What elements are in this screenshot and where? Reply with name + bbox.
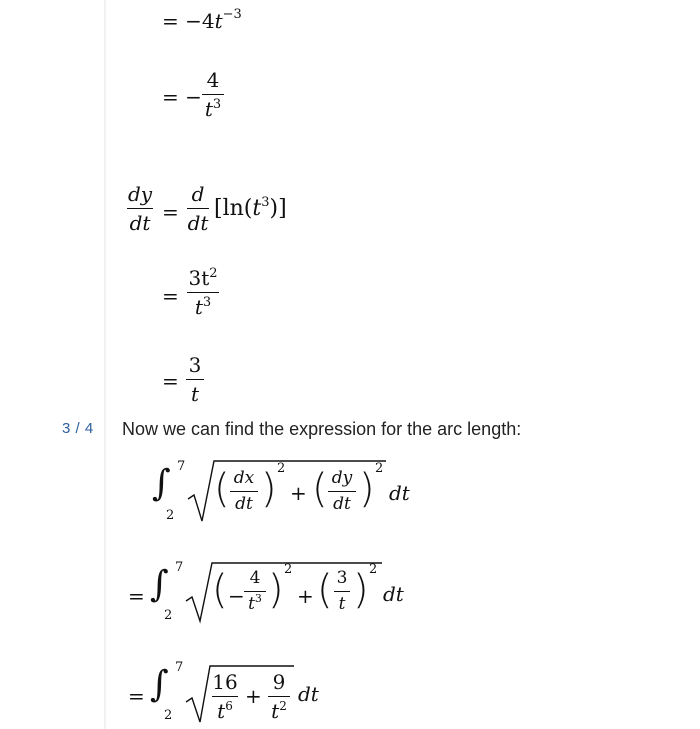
numerator: 4 xyxy=(206,68,220,92)
ln-open: [ln( xyxy=(214,196,253,221)
denominator-exponent: 6 xyxy=(225,699,233,713)
exponent: 2 xyxy=(375,461,384,476)
fraction-d-dt xyxy=(187,184,209,233)
lower-limit: 2 xyxy=(164,708,173,723)
exponent: −3 xyxy=(222,7,242,22)
numerator-base: 3t xyxy=(188,266,210,290)
denominator: dt xyxy=(187,211,209,235)
fraction-3t2-over-t3 xyxy=(187,268,219,317)
right-paren: ) xyxy=(359,466,375,512)
denominator-base: t xyxy=(204,97,213,121)
denominator-exponent: 2 xyxy=(279,699,287,713)
plus-sign: + xyxy=(290,481,307,505)
plus-sign: + xyxy=(245,684,262,708)
differential-dt: dt xyxy=(298,682,319,706)
integral-sign: ∫ xyxy=(150,664,169,705)
exponent: 2 xyxy=(369,562,378,577)
equals-sign: = xyxy=(128,684,145,708)
denominator: dt xyxy=(129,211,151,235)
denominator: dt xyxy=(333,494,351,514)
coefficient: −4 xyxy=(185,9,215,33)
left-paren: ( xyxy=(214,466,230,512)
upper-limit: 7 xyxy=(175,560,184,575)
equation-line-1 xyxy=(162,7,242,33)
numerator: dx xyxy=(233,468,255,488)
ln-expression xyxy=(214,195,287,221)
variable-t: t xyxy=(214,9,223,33)
equals-sign: = xyxy=(162,85,179,109)
minus-sign: − xyxy=(185,85,202,109)
fraction-4-over-t3 xyxy=(244,570,266,613)
denominator-base: t xyxy=(248,594,255,614)
fraction-16-over-t6 xyxy=(212,672,238,721)
step-text: Now we can find the expression for the arc length: xyxy=(122,419,522,439)
step-counter: 3 / 4 xyxy=(62,420,94,437)
right-paren: ) xyxy=(353,567,369,613)
integral-sign: ∫ xyxy=(152,463,171,504)
upper-limit: 7 xyxy=(175,660,184,675)
right-paren: ) xyxy=(268,567,284,613)
left-paren: ( xyxy=(317,567,333,613)
numerator-exponent: 2 xyxy=(209,266,218,281)
fraction-dx-dt xyxy=(230,470,258,513)
fraction-4-over-t3 xyxy=(202,70,224,119)
numerator: 4 xyxy=(249,568,261,588)
denominator: dt xyxy=(235,494,253,514)
equals-sign: = xyxy=(162,369,179,393)
numerator: d xyxy=(191,182,205,206)
numerator: 3 xyxy=(336,568,348,588)
left-paren: ( xyxy=(312,466,328,512)
numerator: 9 xyxy=(272,670,286,694)
step-gutter xyxy=(0,0,106,729)
equals-sign: = xyxy=(128,584,145,608)
fraction-9-over-t2 xyxy=(268,672,290,721)
lower-limit: 2 xyxy=(164,608,173,623)
exponent: 2 xyxy=(284,562,293,577)
right-paren: ) xyxy=(261,466,277,512)
equals-sign: = xyxy=(162,200,179,224)
fraction-dy-dt xyxy=(328,470,356,513)
denominator: t xyxy=(190,382,200,406)
variable-t: t xyxy=(252,196,262,221)
left-paren: ( xyxy=(212,567,228,613)
numerator: 16 xyxy=(212,670,238,694)
integral-sign: ∫ xyxy=(150,564,169,605)
numerator: dy xyxy=(331,468,353,488)
denominator-exponent: 3 xyxy=(254,592,262,605)
numerator: dy xyxy=(127,182,153,206)
plus-sign: + xyxy=(297,584,314,608)
denominator-exponent: 3 xyxy=(202,295,212,310)
denominator-base: t xyxy=(194,295,203,319)
differential-dt: dt xyxy=(389,481,410,505)
minus-sign: − xyxy=(228,584,245,608)
numerator: 3 xyxy=(188,353,202,377)
fraction-dy-dt xyxy=(127,184,153,233)
denominator-exponent: 3 xyxy=(212,97,222,112)
exponent: 3 xyxy=(261,195,270,210)
equation-line-2-lhs xyxy=(162,87,202,107)
denominator: t xyxy=(338,594,346,614)
fraction-3-over-t xyxy=(334,570,350,613)
denominator-base: t xyxy=(271,699,280,723)
equals-sign: = xyxy=(162,284,179,308)
exponent: 2 xyxy=(277,461,286,476)
fraction-3-over-t xyxy=(186,355,204,404)
upper-limit: 7 xyxy=(177,459,186,474)
lower-limit: 2 xyxy=(166,508,175,523)
equals-sign: = xyxy=(162,9,179,33)
denominator-base: t xyxy=(217,699,226,723)
ln-close: )] xyxy=(269,196,287,221)
differential-dt: dt xyxy=(383,582,404,606)
